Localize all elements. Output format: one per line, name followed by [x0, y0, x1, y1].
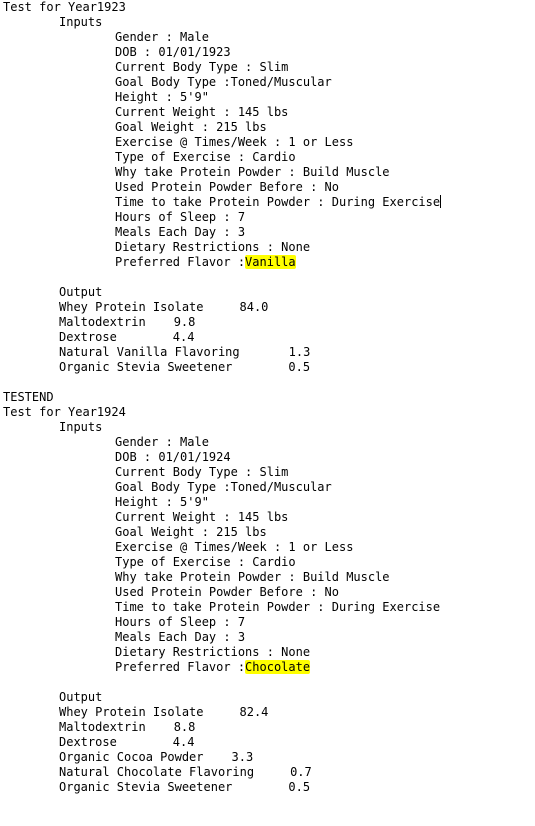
flavor-label: Preferred Flavor : — [115, 255, 246, 269]
ingredient-name: Natural Chocolate Flavoring — [59, 765, 255, 779]
ingredient-amount: 8.8 — [173, 720, 196, 734]
input-line: Height : 5'9" — [115, 495, 209, 509]
ingredient-amount: 9.8 — [173, 315, 196, 329]
input-line: Current Weight : 145 lbs — [115, 510, 289, 524]
console-output — [3, 0, 533, 795]
output-row — [3, 300, 533, 315]
output-row — [3, 765, 533, 780]
input-line: Used Protein Powder Before : No — [115, 180, 339, 194]
test-header: Test for Year1924 — [3, 405, 126, 419]
ingredient-amount: 1.3 — [288, 345, 311, 359]
input-line: Used Protein Powder Before : No — [115, 585, 339, 599]
test-header: Test for Year1923 — [3, 0, 126, 14]
inputs-label: Inputs — [59, 420, 103, 434]
output-label: Output — [59, 690, 103, 704]
ingredient-name: Dextrose — [59, 330, 117, 344]
ingredient-amount: 0.7 — [290, 765, 312, 779]
input-line: Meals Each Day : 3 — [115, 630, 246, 644]
ingredient-amount: 0.5 — [288, 780, 311, 794]
ingredient-name: Organic Cocoa Powder — [59, 750, 204, 764]
output-label: Output — [59, 285, 103, 299]
ingredient-amount: 3.3 — [231, 750, 254, 764]
input-line: Current Body Type : Slim — [115, 465, 289, 479]
input-line-with-caret[interactable] — [3, 195, 533, 210]
ingredient-amount: 4.4 — [172, 735, 195, 749]
input-line: Exercise @ Times/Week : 1 or Less — [115, 135, 354, 149]
blank-line — [3, 375, 533, 390]
ingredient-name: Dextrose — [59, 735, 117, 749]
inputs-label: Inputs — [59, 15, 103, 29]
ingredient-name: Natural Vanilla Flavoring — [59, 345, 240, 359]
ingredient-name: Maltodextrin — [59, 315, 146, 329]
input-line: Goal Body Type :Toned/Muscular — [115, 480, 332, 494]
output-row — [3, 330, 533, 345]
output-row — [3, 735, 533, 750]
input-line: Why take Protein Powder : Build Muscle — [115, 570, 390, 584]
ingredient-amount: 4.4 — [172, 330, 195, 344]
output-row — [3, 345, 533, 360]
input-line: Exercise @ Times/Week : 1 or Less — [115, 540, 354, 554]
flavor-line — [3, 660, 533, 675]
ingredient-name: Organic Stevia Sweetener — [59, 780, 233, 794]
flavor-value-highlight[interactable]: Vanilla — [245, 255, 296, 269]
input-line: Goal Weight : 215 lbs — [115, 120, 267, 134]
test-end-marker: TESTEND — [3, 390, 54, 404]
output-row — [3, 780, 533, 795]
flavor-value-highlight[interactable]: Chocolate — [245, 660, 311, 674]
input-line: Gender : Male — [115, 30, 209, 44]
input-line: Dietary Restrictions : None — [115, 240, 311, 254]
input-line: Height : 5'9" — [115, 90, 209, 104]
output-row — [3, 360, 533, 375]
input-line: Type of Exercise : Cardio — [115, 555, 296, 569]
blank-line — [3, 270, 533, 285]
ingredient-amount: 84.0 — [239, 300, 269, 314]
ingredient-name: Whey Protein Isolate — [59, 300, 204, 314]
ingredient-amount: 82.4 — [239, 705, 269, 719]
input-line: DOB : 01/01/1923 — [115, 45, 231, 59]
input-line: Gender : Male — [115, 435, 209, 449]
input-line: Dietary Restrictions : None — [115, 645, 311, 659]
input-line: Hours of Sleep : 7 — [115, 615, 246, 629]
input-line: Current Weight : 145 lbs — [115, 105, 289, 119]
flavor-line — [3, 255, 533, 270]
ingredient-amount: 0.5 — [288, 360, 311, 374]
output-row — [3, 705, 533, 720]
output-row — [3, 750, 533, 765]
input-line: Why take Protein Powder : Build Muscle — [115, 165, 390, 179]
output-row — [3, 720, 533, 735]
input-line: DOB : 01/01/1924 — [115, 450, 231, 464]
flavor-label: Preferred Flavor : — [115, 660, 246, 674]
input-line: Time to take Protein Powder : During Exercise — [115, 600, 441, 614]
ingredient-name: Whey Protein Isolate — [59, 705, 204, 719]
input-line: Goal Weight : 215 lbs — [115, 525, 267, 539]
ingredient-name: Maltodextrin — [59, 720, 146, 734]
input-line: Goal Body Type :Toned/Muscular — [115, 75, 332, 89]
text-caret — [440, 195, 441, 208]
input-line: Meals Each Day : 3 — [115, 225, 246, 239]
output-row — [3, 315, 533, 330]
input-line-text: Time to take Protein Powder : During Exercise — [115, 195, 441, 209]
input-line: Type of Exercise : Cardio — [115, 150, 296, 164]
input-line: Current Body Type : Slim — [115, 60, 289, 74]
ingredient-name: Organic Stevia Sweetener — [59, 360, 233, 374]
input-line: Hours of Sleep : 7 — [115, 210, 246, 224]
blank-line — [3, 675, 533, 690]
